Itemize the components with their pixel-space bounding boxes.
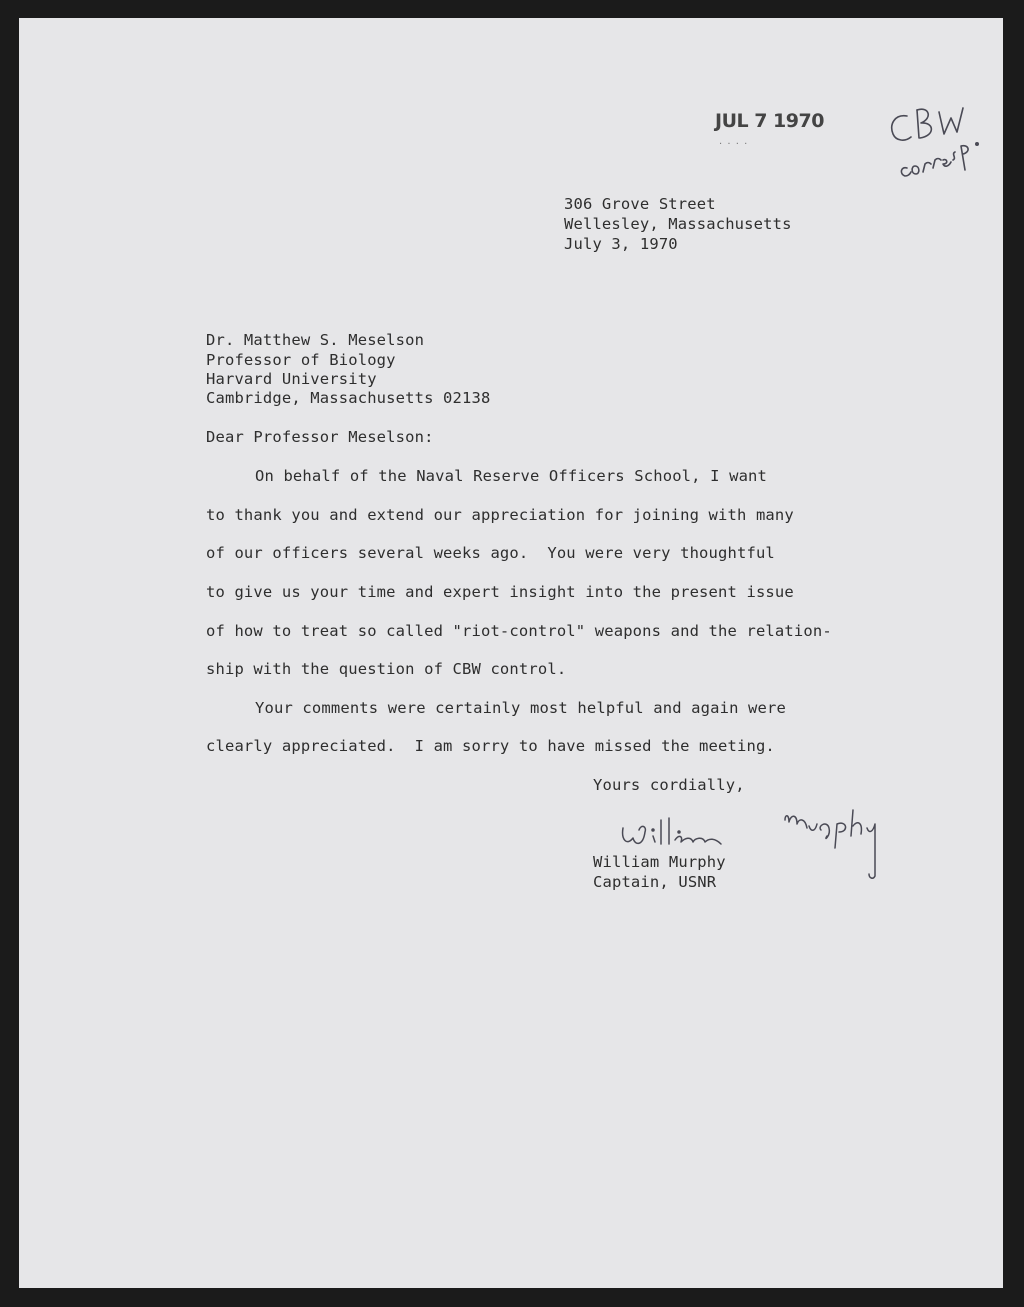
received-date-stamp: JUL 7 1970 [715, 110, 824, 132]
body-line: of how to treat so called "riot-control" weapons and the relation- [206, 622, 832, 640]
stamp-dots: . . . . [719, 136, 749, 147]
letter-date: July 3, 1970 [564, 235, 678, 253]
body-line: to thank you and extend our appreciation for joining with many [206, 506, 794, 524]
sender-street: 306 Grove Street [564, 195, 716, 213]
body-line: to give us your time and expert insight into the present issue [206, 583, 794, 601]
body-line: ship with the question of CBW control. [206, 660, 567, 678]
body-line: Your comments were certainly most helpful and again were [255, 699, 786, 717]
closing: Yours cordially, [593, 776, 745, 794]
body-line: of our officers several weeks ago. You were very thoughtful [206, 544, 775, 562]
recipient-city: Cambridge, Massachusetts 02138 [206, 389, 491, 407]
recipient-name: Dr. Matthew S. Meselson [206, 331, 425, 349]
salutation: Dear Professor Meselson: [206, 428, 434, 446]
handwritten-annotation [877, 88, 1007, 178]
signer-rank: Captain, USNR [593, 873, 717, 891]
signer-name: William Murphy [593, 853, 726, 871]
body-line: clearly appreciated. I am sorry to have missed the meeting. [206, 737, 775, 755]
recipient-institution: Harvard University [206, 370, 377, 388]
recipient-title: Professor of Biology [206, 351, 396, 369]
sender-city: Wellesley, Massachusetts [564, 215, 792, 233]
body-line: On behalf of the Naval Reserve Officers School, I want [255, 467, 768, 485]
letter-page [19, 18, 1003, 1288]
